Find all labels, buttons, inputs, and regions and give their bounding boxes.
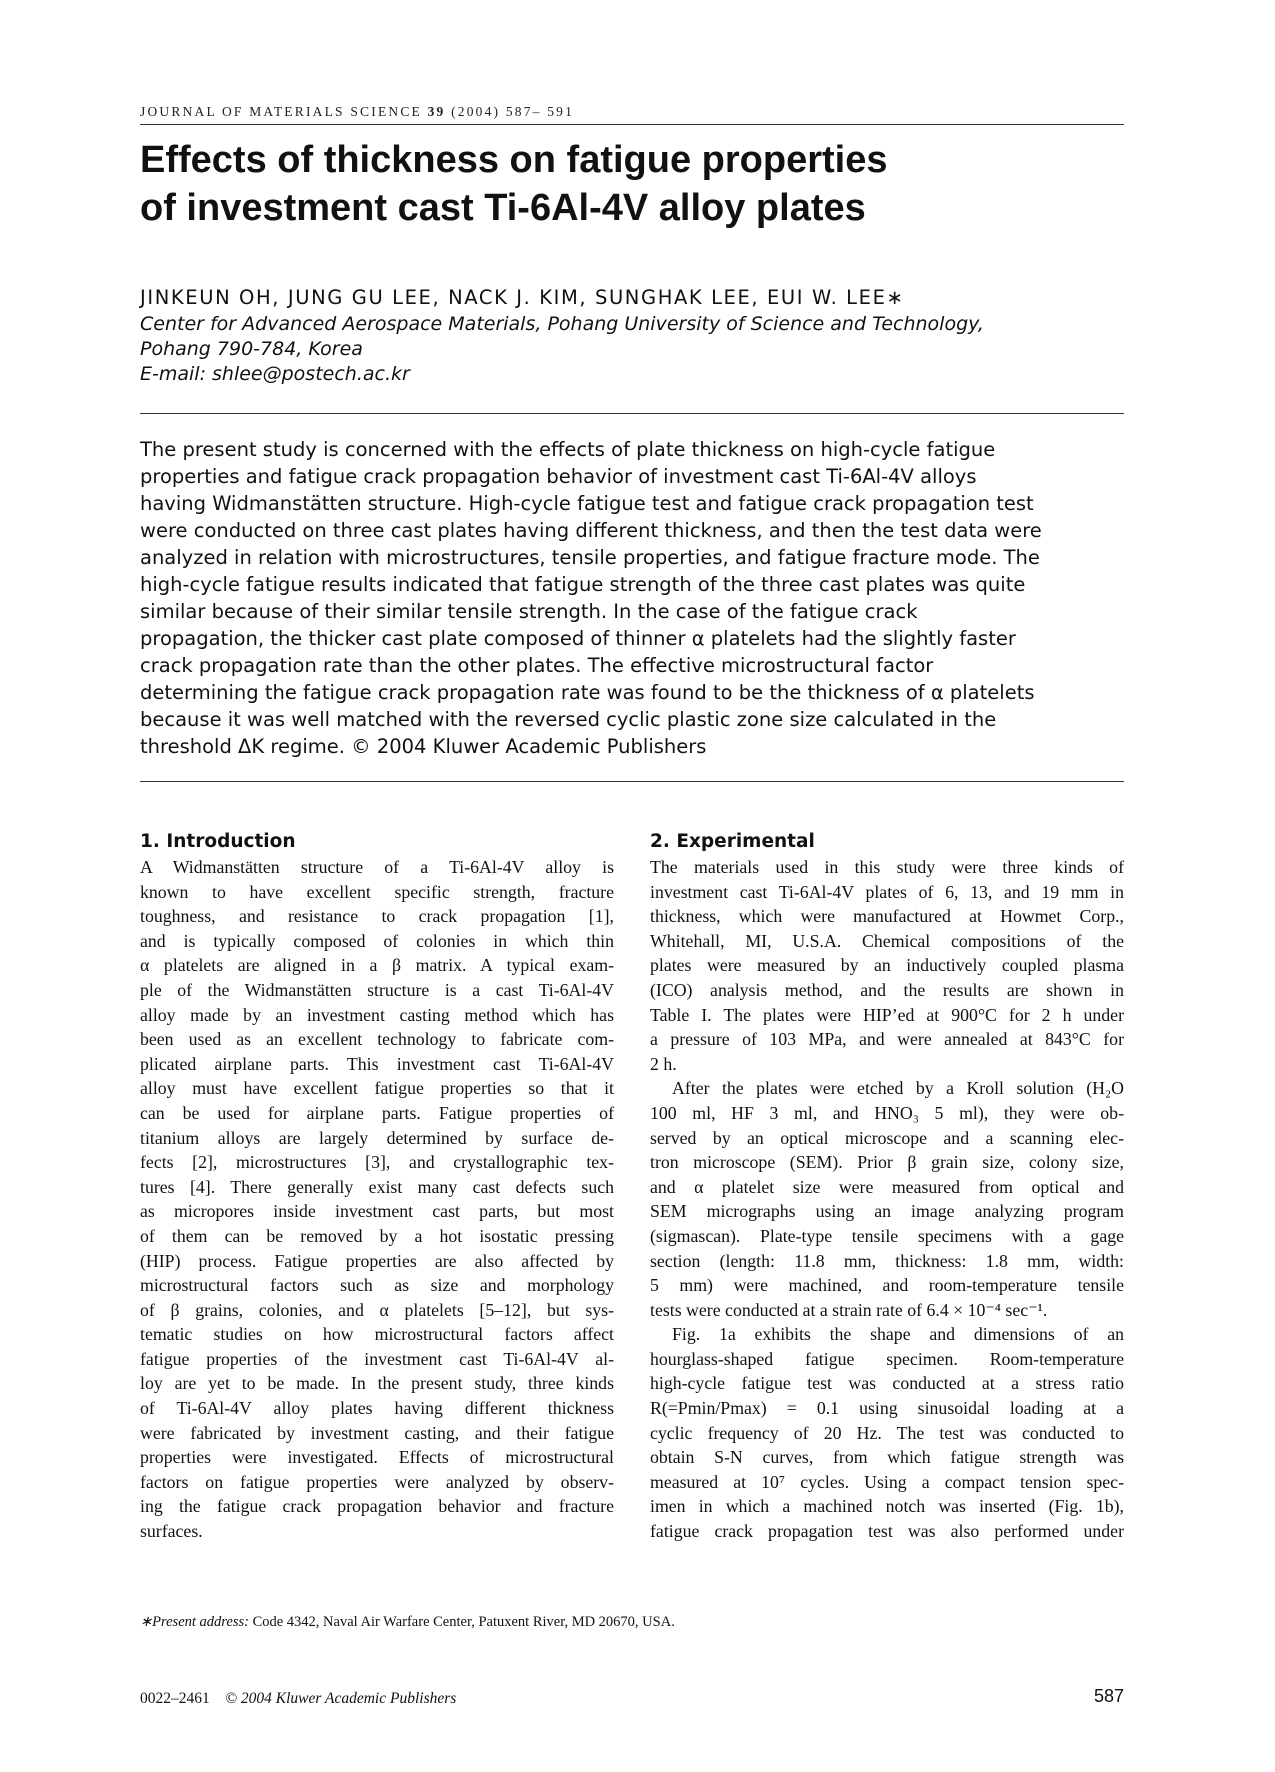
page-number: 587 xyxy=(1093,1686,1124,1706)
text-line: were conducted on three cast plates having different thickness, and then the test data were xyxy=(140,519,1042,542)
text-line: of them can be removed by a hot isostatic pressing xyxy=(140,1225,614,1246)
text-line: fatigue crack propagation test was also performed under xyxy=(650,1521,1124,1542)
footnote-label: ∗Present address: xyxy=(140,1614,249,1630)
text-line: factors on fatigue properties were analyzed by observ- xyxy=(140,1471,614,1492)
affiliation xyxy=(140,312,1140,387)
text-line: 100 ml, HF 3 ml, and HNO₃ 5 ml), they were ob- xyxy=(650,1102,1124,1123)
text-line: thickness, which were manufactured at Howmet Corp., xyxy=(650,906,1124,927)
text-line: imen in which a machined notch was inserted (Fig. 1b), xyxy=(650,1496,1124,1517)
text-line: loy are yet to be made. In the present study, three kinds xyxy=(140,1373,614,1394)
text-line: threshold ΔK regime. © 2004 Kluwer Academic Publishers xyxy=(140,735,707,758)
text-line: R(=Pmin/Pmax) = 0.1 using sinusoidal loading at a xyxy=(650,1398,1124,1419)
journal-year-pages: (2004) 587– 591 xyxy=(451,104,575,119)
footer-copyright: © 2004 Kluwer Academic Publishers xyxy=(225,1690,457,1707)
affiliation-line-2: Pohang 790-784, Korea xyxy=(140,338,363,360)
text-line: of β grains, colonies, and α platelets [5–12], but sys- xyxy=(140,1299,614,1320)
text-line: a pressure of 103 MPa, and were annealed at 843°C for xyxy=(650,1029,1124,1050)
footnote-text: Code 4342, Naval Air Warfare Center, Patuxent River, MD 20670, USA. xyxy=(248,1614,675,1630)
text-line: crack propagation rate than the other plates. The effective microstructural factor xyxy=(140,654,934,677)
text-line: 2 h. xyxy=(650,1053,677,1074)
text-line: After the plates were etched by a Kroll solution (H₂O xyxy=(672,1078,1124,1099)
abstract-top-rule xyxy=(140,413,1124,414)
text-line: investment cast Ti-6Al-4V plates of 6, 13, and 19 mm in xyxy=(650,881,1124,902)
text-line: (HIP) process. Fatigue properties are also affected by xyxy=(140,1250,614,1271)
text-line: Whitehall, MI, U.S.A. Chemical compositions of the xyxy=(650,930,1124,951)
text-line: (sigmascan). Plate-type tensile specimens with a gage xyxy=(650,1225,1124,1246)
text-line: and is typically composed of colonies in which thin xyxy=(140,930,614,951)
text-line: high-cycle fatigue results indicated that fatigue strength of the three cast plates was quite xyxy=(140,573,1026,596)
text-line: tures [4]. There generally exist many cast defects such xyxy=(140,1176,614,1197)
text-line: The materials used in this study were three kinds of xyxy=(650,857,1124,877)
text-line: can be used for airplane parts. Fatigue properties of xyxy=(140,1102,614,1123)
text-line: tron microscope (SEM). Prior β grain size, colony size, xyxy=(650,1152,1124,1173)
text-line: served by an optical microscope and a scanning elec- xyxy=(650,1127,1124,1148)
text-line: obtain S-N curves, from which fatigue strength was xyxy=(650,1447,1124,1468)
text-line: alloy must have excellent fatigue properties so that it xyxy=(140,1078,614,1099)
abstract xyxy=(140,436,1130,760)
text-line: measured at 10⁷ cycles. Using a compact tension spec- xyxy=(650,1471,1124,1492)
issn: 0022–2461 xyxy=(140,1690,210,1707)
text-line: tematic studies on how microstructural factors affect xyxy=(140,1324,614,1345)
text-line: tests were conducted at a strain rate of 6.4 × 10⁻⁴ sec⁻¹. xyxy=(650,1299,1048,1320)
text-line: of Ti-6Al-4V alloy plates having different thickness xyxy=(140,1398,614,1419)
text-line: properties and fatigue crack propagation behavior of investment cast Ti-6Al-4V alloys xyxy=(140,465,977,488)
text-line: properties were investigated. Effects of microstructural xyxy=(140,1447,614,1468)
text-line: determining the fatigue crack propagation rate was found to be the thickness of α platelets xyxy=(140,681,1035,704)
text-line: The present study is concerned with the effects of plate thickness on high-cycle fatigue xyxy=(140,438,996,461)
paper-title xyxy=(140,136,1124,232)
text-line: Fig. 1a exhibits the shape and dimensions of an xyxy=(672,1324,1124,1345)
text-line: hourglass-shaped fatigue specimen. Room-temperature xyxy=(650,1348,1124,1369)
running-head xyxy=(140,104,1124,120)
text-line: plates were measured by an inductively coupled plasma xyxy=(650,955,1124,976)
text-line: propagation, the thicker cast plate composed of thinner α platelets had the slightly faster xyxy=(140,627,1016,650)
text-line: analyzed in relation with microstructures, tensile properties, and fatigue fracture mode. The xyxy=(140,546,1040,569)
header-rule xyxy=(140,124,1124,125)
text-line: fects [2], microstructures [3], and crystallographic tex- xyxy=(140,1152,614,1173)
introduction-body xyxy=(140,855,614,1544)
journal-name: JOURNAL OF MATERIALS SCIENCE xyxy=(140,104,422,119)
text-line: Table I. The plates were HIP’ed at 900°C for 2 h under xyxy=(650,1004,1124,1025)
text-line: having Widmanstätten structure. High-cycle fatigue test and fatigue crack propagation test xyxy=(140,492,1034,515)
text-line: SEM micrographs using an image analyzing program xyxy=(650,1201,1124,1222)
text-line: section (length: 11.8 mm, thickness: 1.8 mm, width: xyxy=(650,1250,1124,1271)
footnote xyxy=(140,1614,1124,1631)
text-line: fatigue properties of the investment cast Ti-6Al-4V al- xyxy=(140,1348,614,1369)
text-line: cyclic frequency of 20 Hz. The test was conducted to xyxy=(650,1422,1124,1443)
text-line: surfaces. xyxy=(140,1521,203,1542)
text-line: because it was well matched with the reversed cyclic plastic zone size calculated in the xyxy=(140,708,997,731)
text-line: A Widmanstätten structure of a Ti-6Al-4V alloy is xyxy=(140,857,614,877)
author-email: E-mail: shlee@postech.ac.kr xyxy=(140,363,410,385)
text-line: similar because of their similar tensile strength. In the case of the fatigue crack xyxy=(140,600,918,623)
text-line: been used as an excellent technology to fabricate com- xyxy=(140,1029,614,1050)
title-line-2: of investment cast Ti-6Al-4V alloy plates xyxy=(140,187,866,229)
text-line: microstructural factors such as size and morphology xyxy=(140,1275,614,1296)
footer-publisher xyxy=(140,1690,456,1708)
journal-volume: 39 xyxy=(427,104,446,119)
section-heading-experimental: 2. Experimental xyxy=(650,831,815,852)
text-line: were fabricated by investment casting, and their fatigue xyxy=(140,1422,614,1443)
text-line: (ICO) analysis method, and the results are shown in xyxy=(650,979,1124,1000)
section-heading-introduction: 1. Introduction xyxy=(140,831,296,852)
text-line: α platelets are aligned in a β matrix. A typical exam- xyxy=(140,955,614,976)
text-line: ing the fatigue crack propagation behavior and fracture xyxy=(140,1496,614,1517)
text-line: and α platelet size were measured from optical and xyxy=(650,1176,1124,1197)
affiliation-line-1: Center for Advanced Aerospace Materials, Pohang University of Science and Technology, xyxy=(140,313,984,335)
text-line: toughness, and resistance to crack propagation [1], xyxy=(140,906,614,927)
abstract-bottom-rule xyxy=(140,781,1124,782)
text-line: alloy made by an investment casting method which has xyxy=(140,1004,614,1025)
title-line-1: Effects of thickness on fatigue properties xyxy=(140,139,888,181)
text-line: known to have excellent specific strength, fracture xyxy=(140,881,614,902)
experimental-body xyxy=(650,855,1124,1544)
text-line: ple of the Widmanstätten structure is a cast Ti-6Al-4V xyxy=(140,979,614,1000)
text-line: as micropores inside investment cast parts, but most xyxy=(140,1201,614,1222)
text-line: titanium alloys are largely determined by surface de- xyxy=(140,1127,614,1148)
text-line: plicated airplane parts. This investment cast Ti-6Al-4V xyxy=(140,1053,614,1074)
right-column xyxy=(650,830,1124,1544)
left-column xyxy=(140,830,614,1544)
author-list: JINKEUN OH, JUNG GU LEE, NACK J. KIM, SUNGHAK LEE, EUI W. LEE∗ xyxy=(140,286,905,309)
text-line: 5 mm) were machined, and room-temperature tensile xyxy=(650,1275,1124,1296)
text-line: high-cycle fatigue test was conducted at a stress ratio xyxy=(650,1373,1124,1394)
